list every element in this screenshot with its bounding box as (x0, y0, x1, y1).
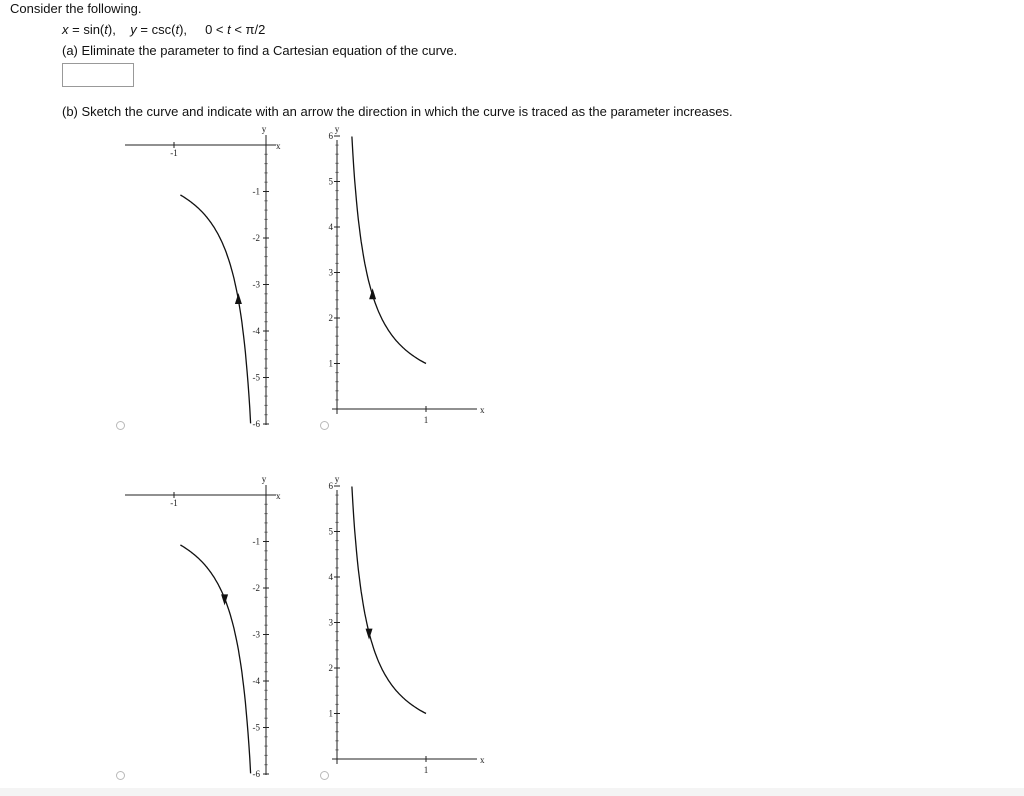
y-tick-label: 1 (328, 708, 333, 719)
y-tick-label: -5 (252, 372, 260, 383)
x-axis-label: x (480, 405, 485, 415)
y-axis-label: y (334, 474, 340, 484)
bottom-bar (0, 788, 1024, 796)
y-tick-label: 6 (328, 481, 333, 491)
eq-t-1: t (104, 22, 108, 37)
y-tick-label: 4 (328, 222, 333, 232)
curve-a-right (352, 137, 426, 364)
cartesian-answer-input[interactable] (62, 63, 134, 87)
y-tick-label: 2 (328, 663, 333, 673)
y-tick-label: -4 (252, 326, 260, 336)
x-tick-label: 1 (423, 765, 429, 775)
y-tick-label: -1 (252, 186, 260, 197)
curve-b-right (352, 487, 426, 714)
y-tick-label: 5 (328, 176, 333, 187)
direction-arrow (369, 288, 376, 299)
y-tick-label: -3 (252, 279, 260, 290)
y-tick-label: -1 (252, 536, 260, 547)
eq-part-3: = csc( (136, 22, 176, 37)
part-b-question: (b) Sketch the curve and indicate with an arrow the direction in which the curve is traced as the parameter increases. (62, 104, 733, 119)
y-axis-label: y (261, 474, 267, 484)
y-axis-label: y (261, 124, 267, 134)
option-a-right-graph (320, 120, 500, 430)
x-axis-label: x (276, 491, 281, 501)
parametric-equations (62, 22, 265, 37)
eq-y-var: y (130, 22, 137, 37)
option-b-right-graph (320, 470, 500, 780)
option-a-left-graph (120, 120, 290, 430)
y-tick-label: 3 (328, 617, 333, 628)
y-tick-label: 2 (328, 313, 333, 323)
curve-a-left (180, 195, 250, 423)
y-tick-label: -2 (252, 583, 260, 593)
y-tick-label: 5 (328, 526, 333, 537)
direction-arrow (235, 293, 242, 304)
x-axis-label: x (276, 141, 281, 151)
eq-part-2: ), (107, 22, 131, 37)
x-axis-label: x (480, 755, 485, 765)
y-tick-label: 6 (328, 131, 333, 141)
y-tick-label: 3 (328, 267, 333, 278)
y-tick-label: -6 (252, 769, 260, 779)
y-tick-label: 4 (328, 572, 333, 582)
y-tick-label: -5 (252, 722, 260, 733)
x-tick-label: -1 (170, 148, 178, 158)
option-b-left-graph (120, 470, 290, 780)
y-axis-label: y (334, 124, 340, 134)
direction-arrow (366, 629, 373, 640)
y-tick-label: -6 (252, 419, 260, 429)
eq-t-2: t (175, 22, 180, 37)
y-tick-label: -3 (252, 629, 260, 640)
eq-t-3: t (227, 22, 231, 37)
eq-part-1: = sin( (68, 22, 105, 37)
problem-intro: Consider the following. (10, 1, 142, 16)
eq-x-var: x (62, 22, 69, 37)
y-tick-label: -2 (252, 233, 260, 243)
curve-b-left (180, 545, 250, 773)
eq-part-4: ), 0 < (179, 22, 228, 37)
eq-range: < π/2 (230, 22, 266, 37)
y-tick-label: -4 (252, 676, 260, 686)
y-tick-label: 1 (328, 358, 333, 369)
part-a-question: (a) Eliminate the parameter to find a Cartesian equation of the curve. (62, 43, 458, 58)
x-tick-label: -1 (170, 498, 178, 508)
x-tick-label: 1 (423, 415, 429, 425)
